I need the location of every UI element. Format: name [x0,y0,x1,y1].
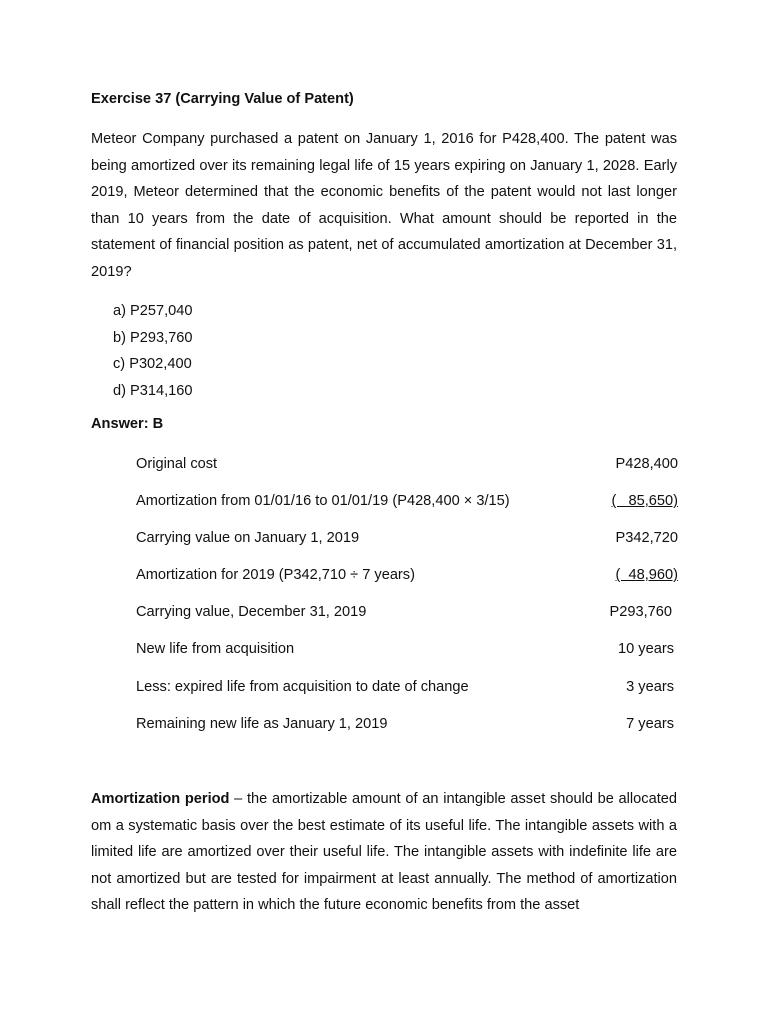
solution-row-amortization-to-2019 [136,489,678,526]
solution-row-expired-life [136,675,678,712]
amortization-period-note [91,786,677,919]
answer-line [91,416,163,432]
row-description: Less: expired life from acquisition to date of change [136,678,469,695]
row-description: Amortization for 2019 (P342,710 ÷ 7 years) [136,567,415,584]
solution-row-remaining-life [136,712,678,749]
row-description: Amortization from 01/01/16 to 01/01/19 (P428,400 × 3/15) [136,493,510,510]
answer-label: Answer: B [91,416,164,432]
row-description: Original cost [136,456,218,472]
exercise-title: Exercise 37 (Carrying Value of Patent) [91,91,354,107]
solution-row-amortization-2019 [136,563,678,600]
row-description: Carrying value on January 1, 2019 [136,530,360,547]
note-text: – the amortizable amount of an intangible asset should be allocated om a systematic basis over the best estimate of its useful life. The intangible assets with a limited life are amortized over their useful life. The intangible assets with indefinite life are not amortized but are tested for impairment at least annually. The method of amortization shall reflect the pattern in which the future economic benefits from the asset [91,791,677,913]
option-b: b) P293,760 [113,329,193,346]
solution-row-new-life [136,637,678,674]
solution-row-original-cost [136,452,678,489]
row-description: Carrying value, December 31, 2019 [136,604,367,621]
solution-row-carrying-value-dec-2019 [136,600,678,637]
row-amount: P293,760 [609,604,672,621]
option-d: d) P314,160 [113,383,193,400]
row-amount: 7 years [626,715,674,732]
option-a: a) P257,040 [113,303,193,319]
exercise-question: Meteor Company purchased a patent on January 1, 2016 for P428,400. The patent was being amortized over its remaining legal life of 15 years expiring on January 1, 2028. Early 2019, Meteor determined that the economic benefits of the patent would not last longer than 10 years from the date of acquisition. What amount should be reported in the statement of financial position as patent, net of accumulated amortization at December 31, 2019? [91,131,677,280]
solution-table [136,452,678,749]
answer-options [113,298,193,405]
row-amount: P428,400 [615,456,678,472]
solution-row-carrying-value-jan-2019 [136,526,678,563]
row-amount: P342,720 [615,530,678,547]
row-amount: 10 years [618,641,674,658]
row-description: New life from acquisition [136,641,295,658]
row-amount: ( 48,960) [615,567,678,584]
option-c: c) P302,400 [113,356,192,373]
row-description: Remaining new life as January 1, 2019 [136,715,388,732]
note-term: Amortization period [91,791,230,807]
row-amount: ( 85,650) [611,493,678,510]
row-amount: 3 years [626,678,674,695]
